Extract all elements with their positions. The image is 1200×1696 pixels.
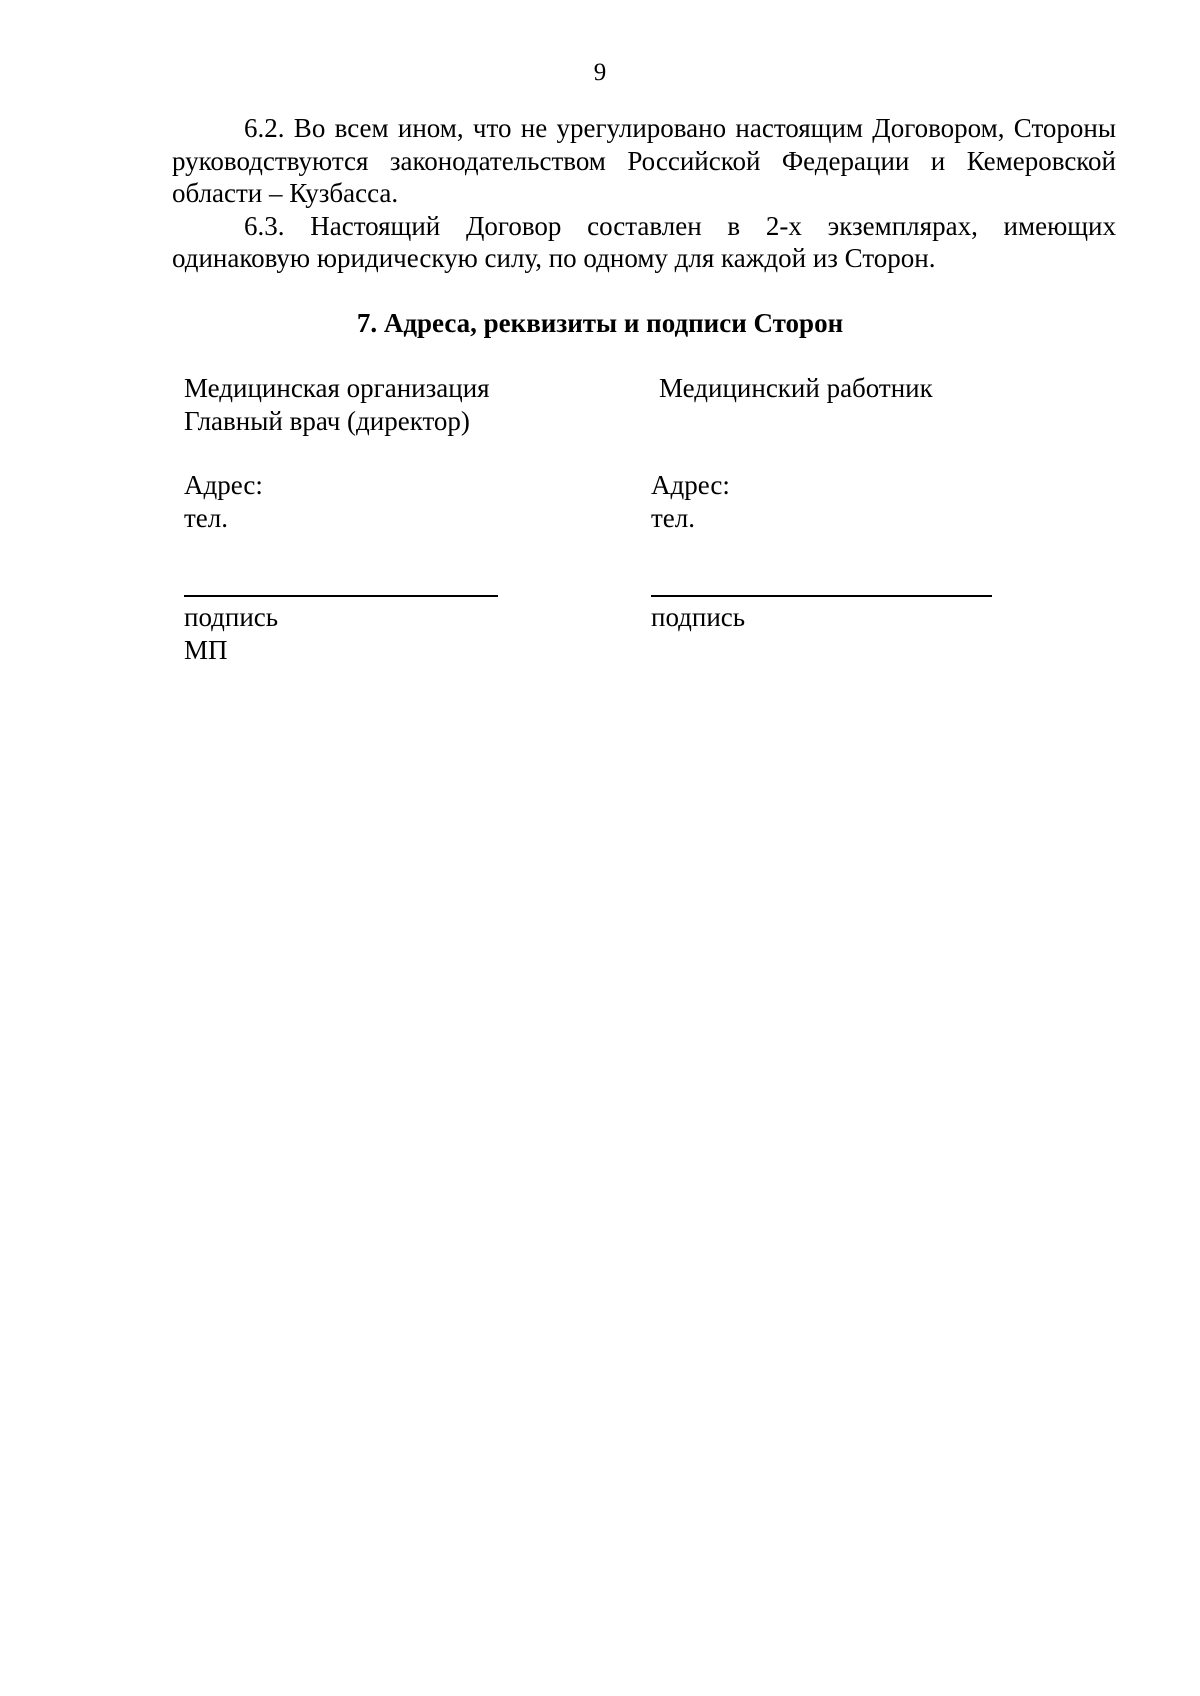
clause-6-3: 6.3. Настоящий Договор составлен в 2-х экземплярах, имеющих одинаковую юридическую силу, по одному для каждой из Сторон. xyxy=(172,210,1116,273)
party-medical-worker xyxy=(651,372,1071,634)
spacer-line xyxy=(651,405,1071,438)
party-left-subtitle: Главный врач (директор) xyxy=(184,405,470,436)
party-right-phone-label: тел. xyxy=(651,502,696,533)
clause-6-2: 6.2. Во всем ином, что не урегулировано настоящим Договором, Стороны руководствуются законодательством Российской Федерации и Кемеровской области – Кузбасса. xyxy=(172,113,1116,208)
party-left-address-label: Адрес: xyxy=(184,470,263,500)
party-right-address-label: Адрес: xyxy=(651,470,730,500)
party-right-title: Медицинский работник xyxy=(659,373,933,403)
party-right-signature-label: подпись xyxy=(651,602,746,632)
contract-body xyxy=(172,112,1116,275)
party-left-stamp-label: МП xyxy=(184,634,228,665)
spacer xyxy=(651,534,1071,589)
section-7-heading: 7. Адреса, реквизиты и подписи Сторон xyxy=(356,308,844,338)
party-right-signature-line xyxy=(651,595,992,597)
party-left-title: Медицинская организация xyxy=(184,373,490,403)
party-left-signature-label: подпись xyxy=(184,602,279,632)
spacer xyxy=(184,437,604,469)
page-number: 9 xyxy=(593,59,607,86)
party-medical-organization xyxy=(184,372,604,666)
party-left-signature-line xyxy=(184,595,498,597)
party-left-phone-label: тел. xyxy=(184,502,229,533)
spacer xyxy=(184,534,604,589)
spacer xyxy=(651,437,1071,469)
